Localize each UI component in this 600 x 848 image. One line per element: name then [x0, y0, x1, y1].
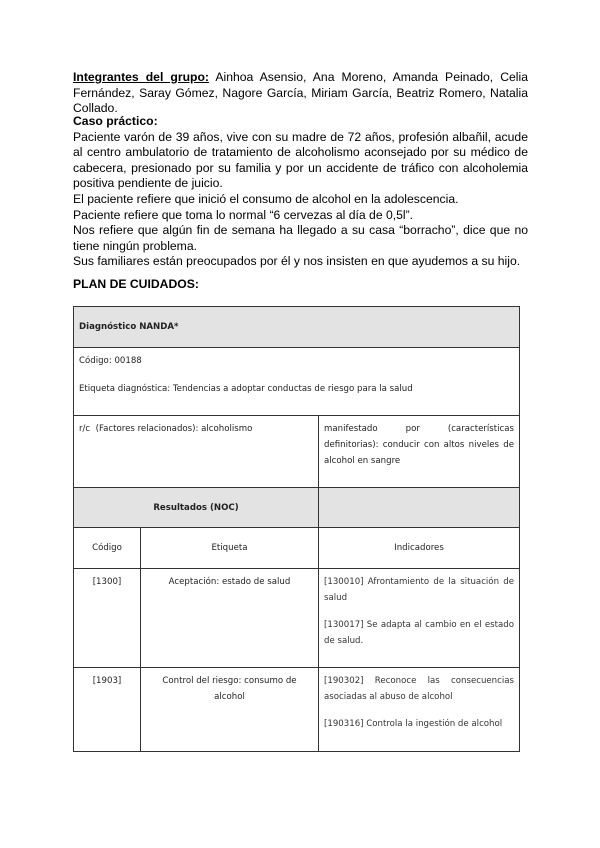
group-members-text: Ainhoa Asensio, Ana Moreno, Amanda Peinado, Celia Fernández, Saray Gómez, Nagore García, Miriam García, Beatriz Romero, Natalia Collado.: [73, 70, 528, 116]
case-paragraph: Paciente varón de 39 años, vive con su madre de 72 años, profesión albañil, acude al centro ambulatorio de tratamiento de alcoholismo aconsejado por su médico de cabecera, presionado por su familia y por un accidente de tráfico con alcoholemia positiva pendiente de juicio.: [73, 129, 528, 191]
plan-title: PLAN DE CUIDADOS:: [73, 277, 199, 291]
indicator: [130017] Se adapta al cambio en el estado de salud.: [324, 620, 514, 646]
noc-header: Resultados (NOC): [74, 488, 319, 528]
diagnosis-cell: [74, 348, 520, 416]
noc-code: [1903]: [74, 668, 141, 752]
group-members: [73, 70, 528, 117]
noc-empty-cell: [319, 488, 520, 528]
group-label: Integrantes del grupo:: [73, 70, 209, 84]
diagnosis-label: Etiqueta diagnóstica: Tendencias a adoptar conductas de riesgo para la salud: [79, 384, 413, 394]
noc-code: [1300]: [74, 569, 141, 668]
table-row: [74, 668, 520, 752]
case-title: Caso práctico:: [73, 114, 158, 128]
defining-characteristics: manifestado por (características definitorias): conducir con altos niveles de alcohol en sangre: [319, 416, 520, 488]
noc-indicators: [319, 668, 520, 752]
nanda-header: Diagnóstico NANDA*: [74, 307, 520, 348]
case-paragraph: Paciente refiere que toma lo normal “6 cervezas al día de 0,5l”.: [73, 207, 414, 222]
case-paragraph: El paciente refiere que inició el consumo de alcohol en la adolescencia.: [73, 191, 459, 206]
col-header-label: Etiqueta: [141, 528, 319, 569]
indicator: [190302] Reconoce las consecuencias asociadas al abuso de alcohol: [324, 676, 514, 702]
case-paragraph: Sus familiares están preocupados por él y nos insisten en que ayudemos a su hijo.: [73, 254, 521, 269]
diagnosis-code: Código: 00188: [79, 356, 142, 366]
col-header-code: Código: [74, 528, 141, 569]
case-section: [73, 114, 528, 270]
table-row: [74, 569, 520, 668]
case-paragraph: Nos refiere que algún fin de semana ha llegado a su casa “borracho”, dice que no tiene ningún problema.: [73, 223, 528, 253]
noc-label: Control del riesgo: consumo de alcohol: [141, 668, 319, 752]
related-factors: r/c (Factores relacionados): alcoholismo: [74, 416, 319, 488]
indicator: [130010] Afrontamiento de la situación de salud: [324, 577, 514, 603]
care-plan-table: [73, 306, 520, 752]
noc-label: Aceptación: estado de salud: [141, 569, 319, 668]
indicator: [190316] Controla la ingestión de alcohol: [324, 719, 503, 729]
noc-indicators: [319, 569, 520, 668]
col-header-indicators: Indicadores: [319, 528, 520, 569]
